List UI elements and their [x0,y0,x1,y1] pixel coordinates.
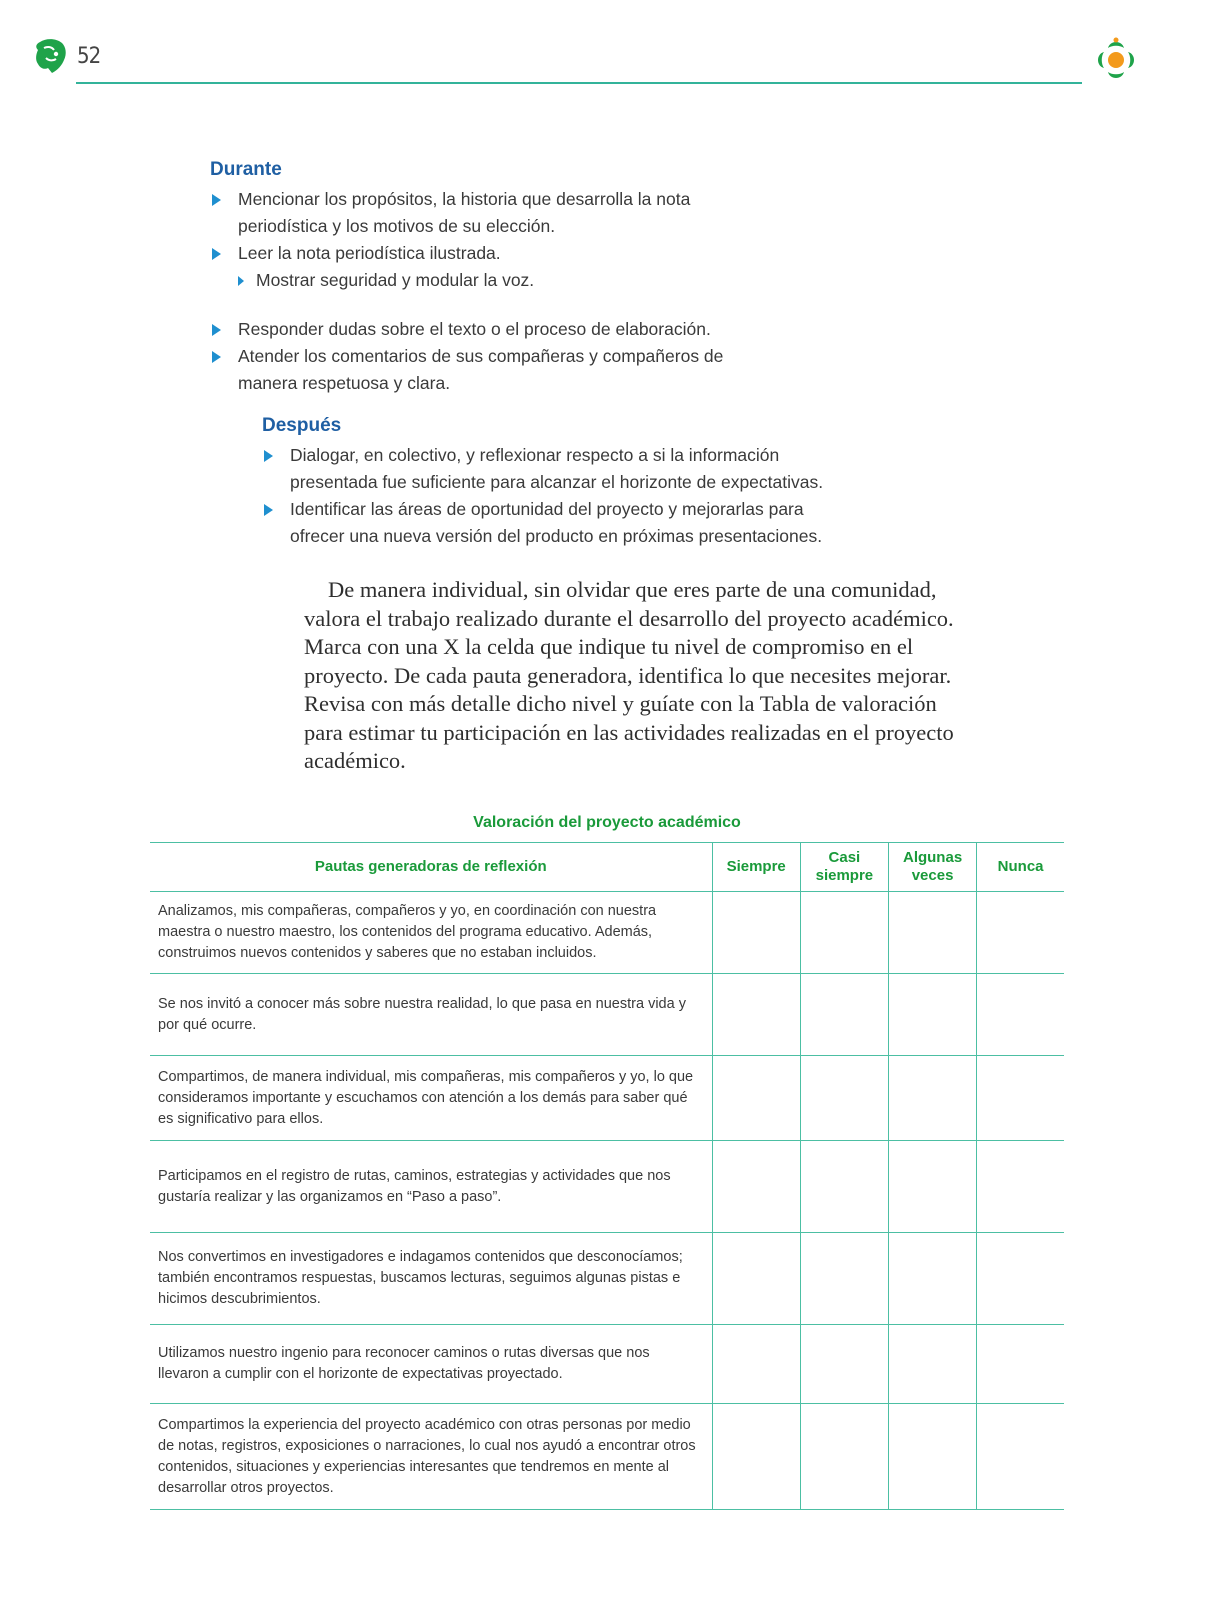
header-pautas: Pautas generadoras de reflexión [150,843,712,892]
list-item-text: Dialogar, en colectivo, y reflexionar respecto a si la información presentada fue suficiente para alcanzar el horizonte de expectativas. [290,445,824,492]
pauta-cell: Compartimos la experiencia del proyecto académico con otras personas por medio de notas, registros, exposiciones o narraciones, lo cual nos ayudó a encontrar otros contenidos, situaciones y experiencias interesantes que tendremos en mente al desarrollar otros proyectos. [150,1404,712,1510]
header-rule [76,82,1082,84]
casi-siempre-checkbox-cell[interactable] [800,892,888,974]
pauta-cell: Compartimos, de manera individual, mis compañeras, mis compañeros y yo, lo que consideramos importante y escuchamos con atención a los demás para saber qué es significativo para ellos. [150,1056,712,1141]
header-siempre: Siempre [712,843,800,892]
list-item-text: Responder dudas sobre el texto o el proceso de elaboración. [238,319,711,339]
algunas-veces-checkbox-cell[interactable] [888,1056,976,1141]
bullet-arrow-icon [212,351,221,363]
header-nunca: Nunca [977,843,1064,892]
pauta-cell: Se nos invitó a conocer más sobre nuestra realidad, lo que pasa en nuestra vida y por qué ocurre. [150,974,712,1056]
pauta-cell: Participamos en el registro de rutas, caminos, estrategias y actividades que nos gustaría realizar y las organizamos en “Paso a paso”. [150,1141,712,1233]
instruction-paragraph: De manera individual, sin olvidar que eres parte de una comunidad, valora el trabajo realizado durante el desarrollo del proyecto académico. Marca con una X la celda que indique tu nivel de compromiso en el proyecto. De cada pauta generadora, identifica lo que necesites mejorar. Revisa con más detalle dicho nivel y guíate con la Tabla de valoración para estimar tu participación en las actividades realizadas en el proyecto académico. [304,577,954,773]
list-item-text: Atender los comentarios de sus compañeras y compañeros de manera respetuosa y clara. [238,346,724,393]
bullet-arrow-icon [264,504,273,516]
algunas-veces-checkbox-cell[interactable] [888,892,976,974]
header-casi-siempre: Casi siempre [800,843,888,892]
pauta-cell: Utilizamos nuestro ingenio para reconocer caminos o rutas diversas que nos llevaron a cumplir con el horizonte de expectativas proyectado. [150,1325,712,1404]
page-header [0,0,1214,100]
casi-siempre-checkbox-cell[interactable] [800,974,888,1056]
list-item [210,240,770,267]
algunas-veces-checkbox-cell[interactable] [888,1233,976,1325]
bullet-arrow-icon [212,194,221,206]
list-item [262,496,842,550]
table-row [150,1404,1064,1510]
casi-siempre-checkbox-cell[interactable] [800,1056,888,1141]
table-row [150,892,1064,974]
nunca-checkbox-cell[interactable] [977,892,1064,974]
list-item-text: Identificar las áreas de oportunidad del proyecto y mejorarlas para ofrecer una nueva versión del producto en próximas presentaciones. [290,499,823,546]
sub-list-item-text: Mostrar seguridad y modular la voz. [256,270,535,290]
evaluation-table [150,842,1064,1510]
siempre-checkbox-cell[interactable] [712,1141,800,1233]
casi-siempre-checkbox-cell[interactable] [800,1141,888,1233]
header-algunas-veces: Algunas veces [888,843,976,892]
siempre-checkbox-cell[interactable] [712,974,800,1056]
table-row [150,1325,1064,1404]
table-row [150,1233,1064,1325]
casi-siempre-checkbox-cell[interactable] [800,1325,888,1404]
durante-title: Durante [210,159,282,180]
table-row [150,974,1064,1056]
nunca-checkbox-cell[interactable] [977,974,1064,1056]
casi-siempre-checkbox-cell[interactable] [800,1233,888,1325]
nunca-checkbox-cell[interactable] [977,1141,1064,1233]
table-row [150,1056,1064,1141]
durante-section [210,158,770,397]
nunca-checkbox-cell[interactable] [977,1404,1064,1510]
list-item [262,442,842,496]
bullet-arrow-icon [264,450,273,462]
siempre-checkbox-cell[interactable] [712,1325,800,1404]
durante-list [210,186,770,294]
algunas-veces-checkbox-cell[interactable] [888,974,976,1056]
casi-siempre-checkbox-cell[interactable] [800,1404,888,1510]
list-item-text: Mencionar los propósitos, la historia que desarrolla la nota periodística y los motivos de su elección. [238,189,691,236]
despues-title: Después [262,415,342,436]
bullet-arrow-icon [212,248,221,260]
list-item [210,186,770,240]
algunas-veces-checkbox-cell[interactable] [888,1141,976,1233]
list-item [210,343,770,397]
page-number: 52 [77,44,101,69]
table-row [150,1141,1064,1233]
nunca-checkbox-cell[interactable] [977,1325,1064,1404]
nunca-checkbox-cell[interactable] [977,1056,1064,1141]
despues-list [262,442,842,550]
list-item [210,316,770,343]
bullet-arrow-small-icon [238,276,244,286]
siempre-checkbox-cell[interactable] [712,892,800,974]
pauta-cell: Nos convertimos en investigadores e indagamos contenidos que desconocíamos; también encontramos respuestas, buscamos lecturas, seguimos algunas pistas e hicimos descubrimientos. [150,1233,712,1325]
siempre-checkbox-cell[interactable] [712,1404,800,1510]
siempre-checkbox-cell[interactable] [712,1233,800,1325]
siempre-checkbox-cell[interactable] [712,1056,800,1141]
orange-flower-emblem-icon [1090,34,1142,86]
pauta-cell: Analizamos, mis compañeras, compañeros y yo, en coordinación con nuestra maestra o nuestro maestro, los contenidos del programa educativo. Además, construimos nuevos contenidos y saberes que no estaban incluidos. [150,892,712,974]
green-face-logo-icon [34,38,68,74]
nunca-checkbox-cell[interactable] [977,1233,1064,1325]
sub-list-item [210,267,770,294]
list-item-text: Leer la nota periodística ilustrada. [238,243,501,263]
bullet-arrow-icon [212,324,221,336]
algunas-veces-checkbox-cell[interactable] [888,1404,976,1510]
algunas-veces-checkbox-cell[interactable] [888,1325,976,1404]
table-header-row [150,843,1064,892]
durante-list-continued [210,316,770,397]
table-caption: Valoración del proyecto académico [473,814,741,831]
despues-section [262,414,842,550]
